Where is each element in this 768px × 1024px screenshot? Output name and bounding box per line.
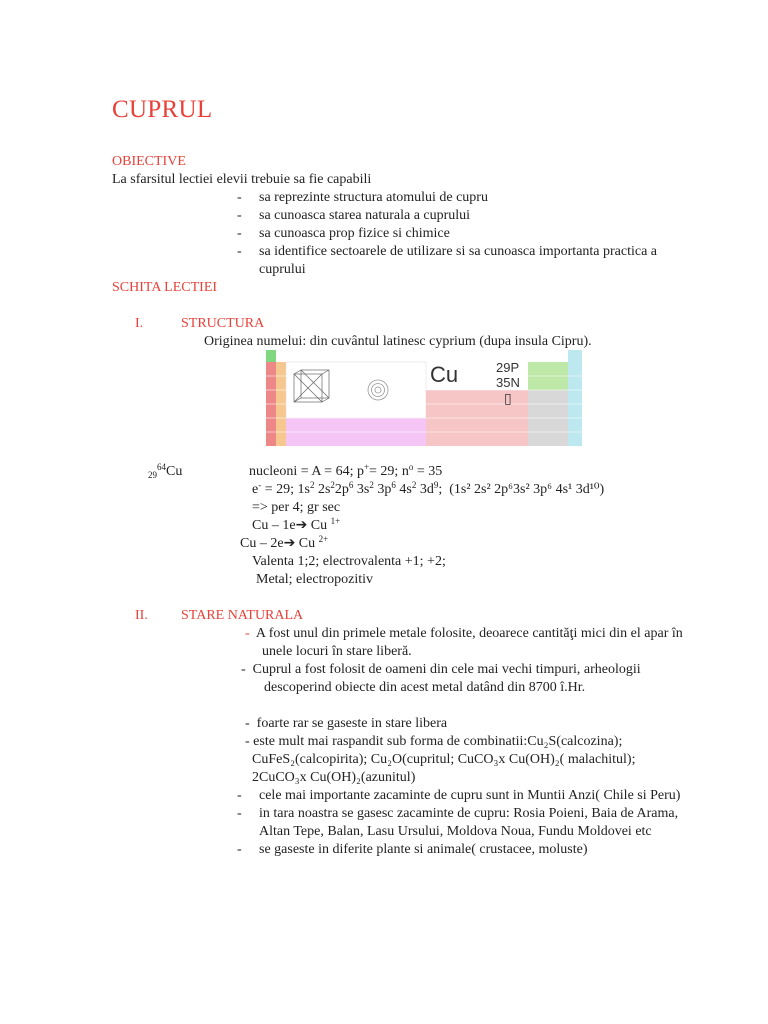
- natural-state-continuation: unele locuri în stare liberă.: [262, 644, 412, 659]
- actual-config: (1s² 2s² 2p⁶3s² 3p⁶ 4s¹ 3d¹⁰): [449, 482, 605, 497]
- schita-heading: SCHITA LECTIEI: [112, 280, 218, 295]
- pt-noble-gases: [568, 350, 582, 446]
- objectives-intro: La sfarsitul lectiei elevii trebuie sa fie capabili: [112, 172, 372, 187]
- period-group-line: => per 4; gr sec: [252, 500, 341, 515]
- objective-item: - sa identifice sectoarele de utilizare si sa cunoasca importanta practica a: [237, 244, 658, 259]
- objective-text: sa reprezinte structura atomului de cupru: [259, 190, 488, 205]
- natural-state-item: - in tara noastra se gasesc zacaminte de cupru: Rosia Poieni, Baia de Arama,: [237, 806, 679, 821]
- nucleons-line: nucleoni = A = 64; p+= 29; $n^o = 35$: [249, 462, 443, 479]
- objective-item: - sa cunoasca starea naturala a cuprului: [237, 208, 471, 223]
- arrow-right-icon: ➔: [295, 517, 308, 533]
- minerals-line: 2CuCO₃x Cu(OH)₂(azunitul): [252, 770, 416, 785]
- section-2-heading: STARE NATURALA: [181, 608, 304, 623]
- natural-state-item: - foarte rar se gaseste in stare libera: [245, 716, 448, 731]
- name-origin: Originea numelui: din cuvântul latinesc cyprium (dupa insula Cipru).: [204, 334, 592, 349]
- objective-text: sa cunoasca prop fizice si chimice: [259, 226, 450, 241]
- natural-state-item: - A fost unul din primele metale folosite, deoarece cantităţi mici din el apar în: [245, 626, 683, 641]
- natural-state-item: - cele mai importante zacaminte de cupru sunt in Muntii Anzi( Chile si Peru): [237, 788, 681, 803]
- valence-line: Valenta 1;2; electrovalenta +1; +2;: [252, 554, 446, 569]
- page-title: CUPRUL: [112, 96, 213, 123]
- objective-text: sa identifice sectoarele de utilizare si sa cunoasca importanta practica a: [259, 244, 658, 259]
- ion-1-line: Cu – 1e➔ Cu $^{1+}$: [252, 516, 341, 533]
- natural-state-continuation: descoperind obiecte din acest metal datând din 8700 î.Hr.: [264, 680, 586, 695]
- natural-state-continuation: Altan Tepe, Balan, Lasu Ursului, Moldova Noua, Fundu Moldovei etc: [259, 824, 652, 839]
- section-1-number: I.: [135, 316, 144, 331]
- pt-symbol: Cu: [430, 362, 459, 387]
- natural-state-item: - se gaseste in diferite plante si animale( crustacee, moluste): [237, 842, 588, 857]
- natural-state-item: - Cuprul a fost folosit de oameni din cele mai vechi timpuri, arheologii: [241, 662, 641, 677]
- objective-continuation: cuprului: [259, 262, 306, 277]
- periodic-table-figure: [264, 350, 588, 446]
- section-2-number: II.: [135, 608, 148, 623]
- isotope-notation: $_{29}^{64}$Cu: [148, 462, 183, 480]
- natural-state-item: - este mult mai raspandit sub forma de combinatii:Cu₂S(calcozina);: [245, 734, 623, 749]
- pt-neutrons: 35N: [496, 375, 520, 390]
- ion-2-line: Cu – 2e➔ Cu $^{2+}$: [240, 534, 329, 551]
- metal-line: Metal; electropozitiv: [256, 572, 374, 587]
- section-1-heading: STRUCTURA: [181, 316, 265, 331]
- pt-box-glyph: ▯: [504, 391, 512, 407]
- objective-text: sa cunoasca starea naturala a cuprului: [259, 208, 471, 223]
- pt-hydrogen: [266, 350, 276, 362]
- electron-config-line: e- = 29; $1s^2$ $2s^22p^6$ $3s^2$ $3p^6$ $4s^2$ $3d^9$; (1s² 2s² 2p⁶3s² 3p⁶ 4s¹ 3d¹⁰): [252, 480, 605, 497]
- minerals-line: CuFeS₂(calcopirita); Cu₂O(cupritul; CuCO₃x Cu(OH)₂( malachitul);: [252, 752, 636, 767]
- objective-item: - sa cunoasca prop fizice si chimice: [237, 226, 450, 241]
- pt-protons: 29P: [496, 360, 520, 375]
- objectives-heading: OBIECTIVE: [112, 154, 186, 169]
- objective-item: - sa reprezinte structura atomului de cupru: [237, 190, 488, 205]
- arrow-right-icon: ➔: [283, 535, 296, 551]
